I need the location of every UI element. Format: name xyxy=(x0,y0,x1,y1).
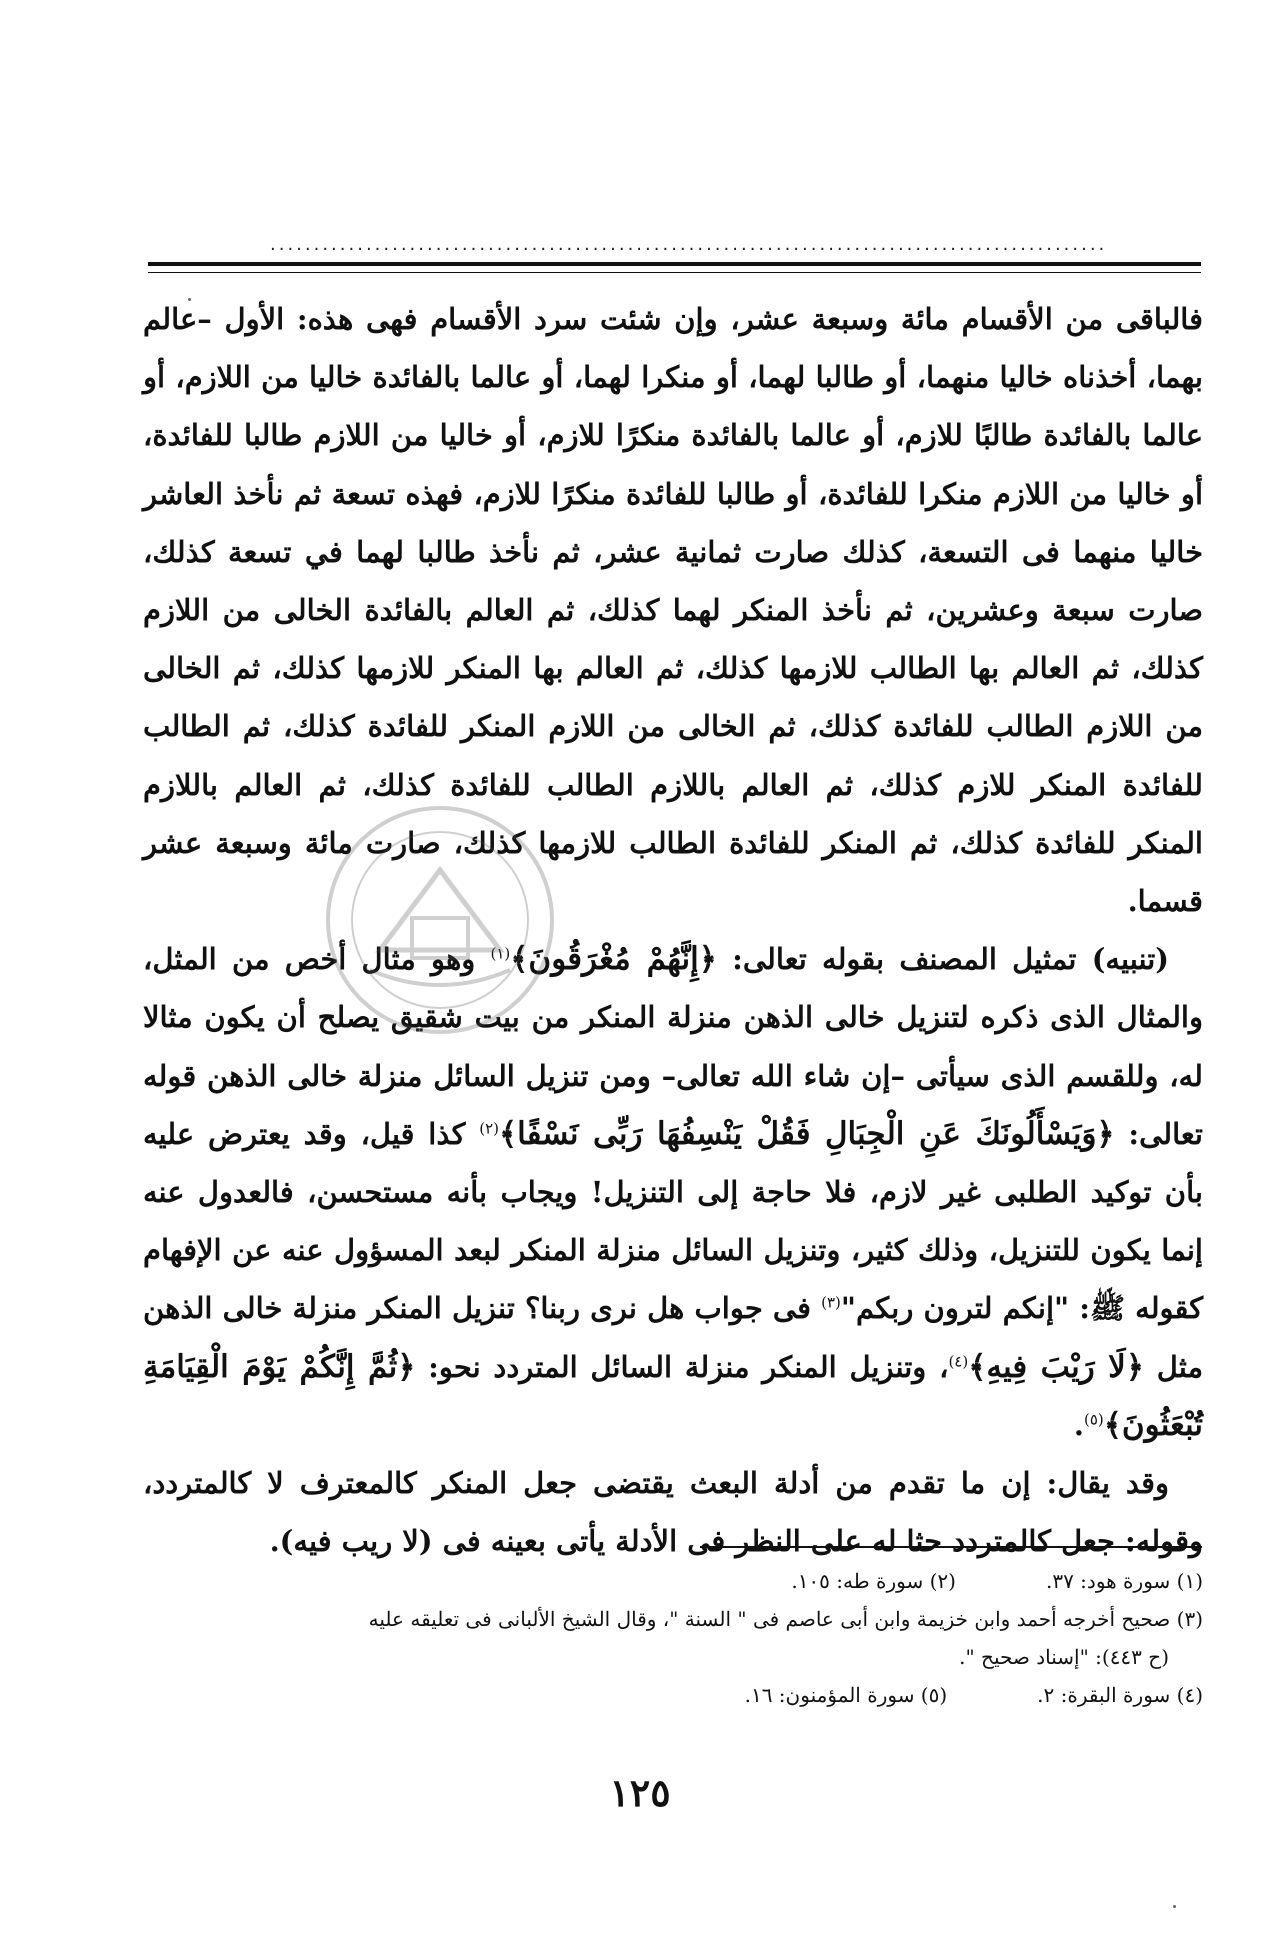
note-text-f: . xyxy=(1073,1407,1084,1442)
footnote-2: (٢) سورة طه: ١٠٥. xyxy=(791,1569,956,1593)
header-rule xyxy=(148,262,1201,273)
quran-verse-2: ﴿وَيَسْأَلُونَكَ عَنِ الْجِبَالِ فَقُلْ يَنْسِفُهَا رَبِّى نَسْفًا﴾ xyxy=(498,1115,1115,1152)
footnote-ref-2: (٢) xyxy=(479,1119,499,1138)
page-number: ١٢٥ xyxy=(609,1770,671,1815)
footnote-ref-5: (٥) xyxy=(1083,1410,1104,1429)
footnote-5: (٥) سورة المؤمنون: ١٦. xyxy=(744,1683,948,1707)
footnote-3: (٣) صحيح أخرجه أحمد وابن خزيمة وابن أبى عاصم فى " السنة "، وقال الشيخ الألبانى فى تعليقه عليه xyxy=(368,1607,1203,1631)
footnote-1: (١) سورة هود: ٣٧. xyxy=(1045,1569,1203,1593)
footnotes xyxy=(143,1562,1203,1714)
footnote-4: (٤) سورة البقرة: ٢. xyxy=(1037,1683,1203,1707)
footnote-3-continued: (ح ٤٤٣): "إسناد صحيح ". xyxy=(959,1645,1169,1669)
paragraph-objection: وقد يقال: إن ما تقدم من أدلة البعث يقتضى جعل المنكر كالمعترف لا كالمتردد، وقوله: جعل كالمتردد حثا له على النظر فى الأدلة يأتى بعينه فى (لا ريب فيه). xyxy=(143,1466,1203,1559)
note-text-e: ، وتنزيل المنكر منزلة السائل المتردد نحو: xyxy=(415,1349,949,1384)
note-text-a: (تنبيه) تمثيل المصنف بقوله تعالى: xyxy=(716,942,1170,977)
note-text-d: فى جواب هل نرى ربنا؟ تنزيل المنكر منزلة خالى الذهن مثل xyxy=(143,1291,1203,1384)
library-seal-watermark xyxy=(320,800,560,1040)
quran-verse-1: ﴿إِنَّهُمْ مُغْرَقُونَ﴾ xyxy=(510,941,717,978)
footnote-separator xyxy=(700,1546,1202,1548)
note-text-c: كذا قيل، وقد يعترض عليه بأن توكيد الطلبى غير لازم، فلا حاجة إلى التنزيل! ويجاب بأنه مستحسن، فالعدول عنه إنما يكون للتنزيل، وذلك كثير، وتنزيل السائل منزلة المنكر لبعد المسؤول عنه عن الإفهام كقوله ﷺ: "إنكم لترون ربكم" xyxy=(143,1116,1203,1326)
quran-verse-3: ﴿لَا رَيْبَ فِيهِ﴾ xyxy=(968,1348,1144,1385)
footnote-ref-4: (٤) xyxy=(948,1352,969,1370)
scan-speck xyxy=(1173,1905,1176,1908)
paragraph-note xyxy=(143,930,1203,1454)
footnote-ref-3: (٣) xyxy=(821,1293,841,1312)
header-dotted-line: ································································································ xyxy=(270,239,1108,260)
main-text xyxy=(143,290,1203,1570)
footnote-row-4-5 xyxy=(143,1676,1203,1714)
quran-verse-4: ﴿ثُمَّ إِنَّكُمْ يَوْمَ الْقِيَامَةِ تُبْعَثُونَ﴾ xyxy=(143,1348,1203,1443)
note-text-b: وهو مثال أخص من المثل، والمثال الذى ذكره لتنزيل خالى الذهن منزلة المنكر من بيت شقيق يصلح أن يكون مثالا له، وللقسم الذى سيأتى –إن شاء الله تعالى– ومن تنزيل السائل منزلة خالى الذهن قوله تعالى: xyxy=(143,942,1203,1151)
paragraph-sections-list: فالباقى من الأقسام مائة وسبعة عشر، وإن شئت سرد الأقسام فهى هذه: الأول –عالم بهما، أخذناه خاليا منهما، أو طالبا لهما، أو منكرا لهما، أو عالما بالفائدة خاليا من اللازم، أو عالما بالفائدة طالبًا للازم، أو عالما بالفائدة منكرًا للازم، أو خاليا من اللازم طالبا للفائدة، أو خاليا من اللازم منكرا للفائدة، أو طالبا للفائدة منكرًا للازم، فهذه تسعة ثم نأخذ العاشر خاليا منهما فى التسعة، كذلك صارت ثمانية عشر، ثم نأخذ طالبا لهما في تسعة كذلك، صارت سبعة وعشرين، ثم نأخذ المنكر لهما كذلك، ثم العالم بالفائدة الخالى من اللازم كذلك، ثم العالم بها الطالب للازمها كذلك، ثم العالم بها المنكر للازمها كذلك، ثم الخالى من اللازم الطالب للفائدة كذلك، ثم الخالى من اللازم المنكر للفائدة كذلك، ثم الطالب للفائدة المنكر للازم كذلك، ثم العالم باللازم الطالب للفائدة كذلك، ثم العالم باللازم المنكر للفائدة كذلك، ثم المنكر للفائدة الطالب للازمها كذلك، صارت مائة وسبعة عشر قسما. xyxy=(143,302,1203,919)
footnote-ref-1: (١) xyxy=(490,944,511,963)
scan-speck xyxy=(188,298,191,301)
footnote-row-1-2 xyxy=(143,1562,1203,1600)
